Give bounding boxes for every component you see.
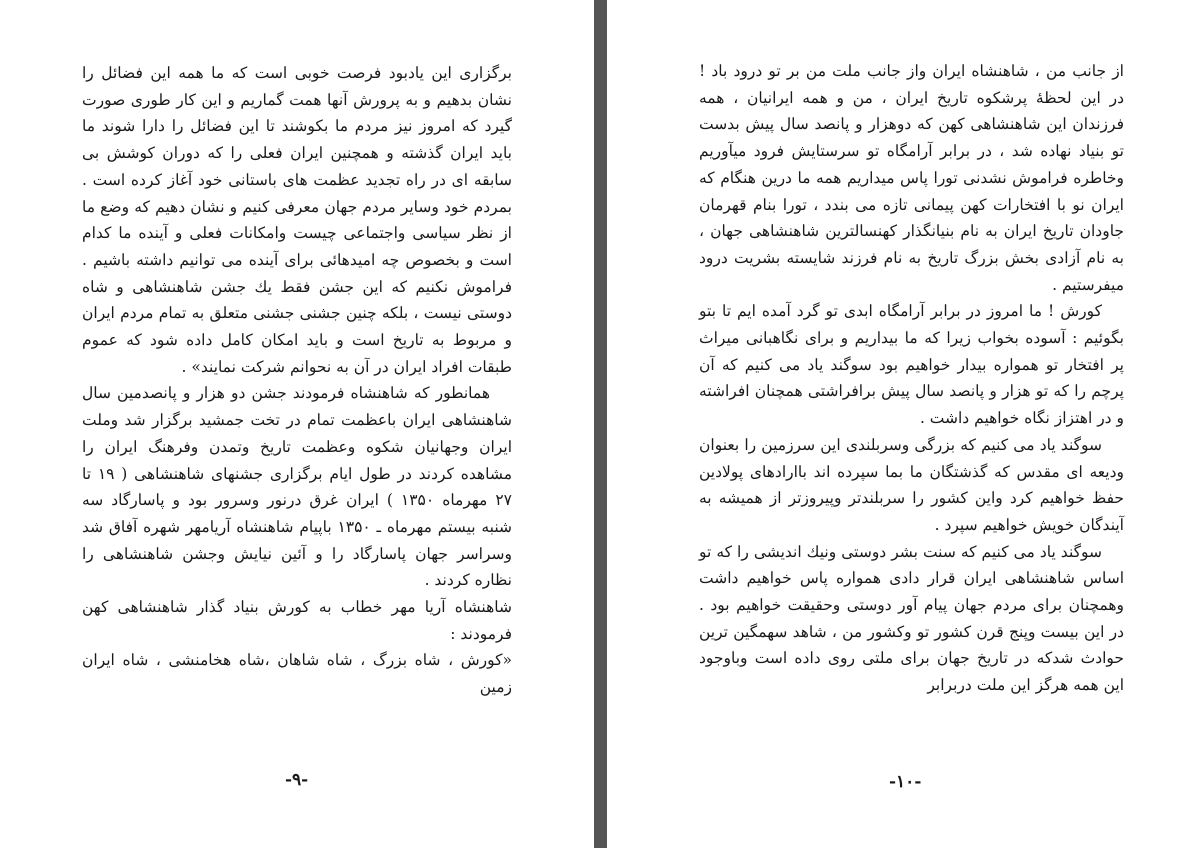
paragraph: از جانب من ، شاهنشاه ایران واز جانب ملت من بر تو درود باد ! در این لحظهٔ پرشکوه تاریخ ایران ، من و همه ایرانیان ، همه فرزندان این شاهنشاهی کهن که دوهزار و پانصد سال پیش بدست تو بنیاد نهاده شد ، در برابر آرامگاه تو سرستایش فرود میآوریم وخاطره فراموش نشدنی تورا پاس میداریم همه ما درین هنگام که ایران نو با افتخارات کهن پیمانی تازه می بندد ، تورا بنام قهرمان جاودان تاریخ ایران به نام بنیانگذار کهنسالترین شاهنشاهی جهان ، به نام آزادی بخش بزرگ تاریخ به نام فرزند شایسته بشریت درود میفرستیم .: [699, 62, 1124, 294]
page-number: -۹-: [285, 770, 309, 790]
page-number: -۱۰-: [889, 772, 922, 792]
book-gutter: [594, 0, 607, 848]
paragraph: شاهنشاه آریا مهر خطاب به کورش بنیاد گذار شاهنشاهی کهن فرمودند :: [82, 598, 512, 643]
paragraph: سوگند یاد می کنیم که سنت بشر دوستی ونیك اندیشی را که تو اساس شاهنشاهی ایران قرار دادی همواره پاس خواهیم داشت وهمچنان برای مردم جهان پیام آور دوستی وحقیقت خواهیم بود . در این بیست وپنج قرن کشور تو وکشور من ، شاهد سهمگین ترین حوادث شدکه در تاریخ جهان برای ملتی روی داده است وباوجود این همه هرگز این ملت دربرابر: [699, 542, 1124, 695]
right-page: [607, 0, 1196, 848]
left-page: [0, 0, 594, 848]
paragraph: سوگند یاد می کنیم که بزرگی وسربلندی این سرزمین را بعنوان ودیعه ای مقدس که گذشتگان ما بما سپرده اند باارادهای پولادین حفظ خواهیم کرد واین کشور را سربلندتر وپیروزتر از همیشه به آیندگان خویش خواهیم سپرد .: [699, 435, 1124, 534]
right-page-text: [699, 58, 1124, 699]
paragraph: «کورش ، شاه بزرگ ، شاه شاهان ،شاه هخامنشی ، شاه ایران زمین: [82, 651, 512, 697]
paragraph: برگزاری این یادبود فرصت خوبی است که ما همه این فضائل را نشان بدهیم و به پرورش آنها همت گماریم و این کار طوری صورت گیرد که امروز نیز مردم ما بکوشند تا این فضائل را دارا شوند ما باید ایران گذشته و همچنین ایران فعلی را که دوران کوشش بی سابقه ای در راه تجدید عظمت های باستانی خود آغاز کرده است . بمردم خود وسایر مردم جهان معرفی کنیم و نشان دهیم که وضع ما از نظر سیاسی واجتماعی چیست وامکانات فعلی و آینده ما کدام است و بخصوص چه امیدهائی برای آینده می توانیم داشته باشیم . فراموش نکنیم که این جشن فقط یك جشن شاهنشاهی و شاه دوستی نیست ، بلکه چنین جشنی جشنی متعلق به تمام مردم ایران و مربوط به تاریخ است و باید امکان کامل داده شود که عموم طبقات افراد ایران در آن به نحوانم شرکت نمایند» .: [82, 64, 512, 376]
paragraph: کورش ! ما امروز در برابر آرامگاه ابدی تو گرد آمده ایم تا بتو بگوئیم : آسوده بخواب زیرا که ما بیداریم و برای نگاهبانی میراث پر افتخار تو همواره بیدار خواهیم بود سوگند یاد می کنیم که آن پرچم را که تو هزار و پانصد سال پیش برافراشتی همچنان افراشته و در اهتزاز نگاه خواهیم داشت .: [699, 302, 1124, 428]
paragraph: همانطور که شاهنشاه فرمودند جشن دو هزار و پانصدمین سال شاهنشاهی ایران باعظمت تمام در تخت جمشید برگزار شد وملت ایران وجهانیان شکوه وعظمت تاریخ وتمدن وفرهنگ ایران را مشاهده کردند در طول ایام برگزاری جشنهای شاهنشاهی ( ۱۹ تا ۲۷ مهرماه ۱۳۵۰ ) ایران غرق درنور وسرور بود و پاسارگاد سه شنبه بیستم مهرماه ـ ۱۳۵۰ باپیام شاهنشاه آریامهر شهره آفاق شد وسراسر جهان پاسارگاد را و آئین نیایش وجشن شاهنشاهی را نظاره کردند .: [82, 384, 512, 590]
left-page-text: [82, 60, 512, 701]
